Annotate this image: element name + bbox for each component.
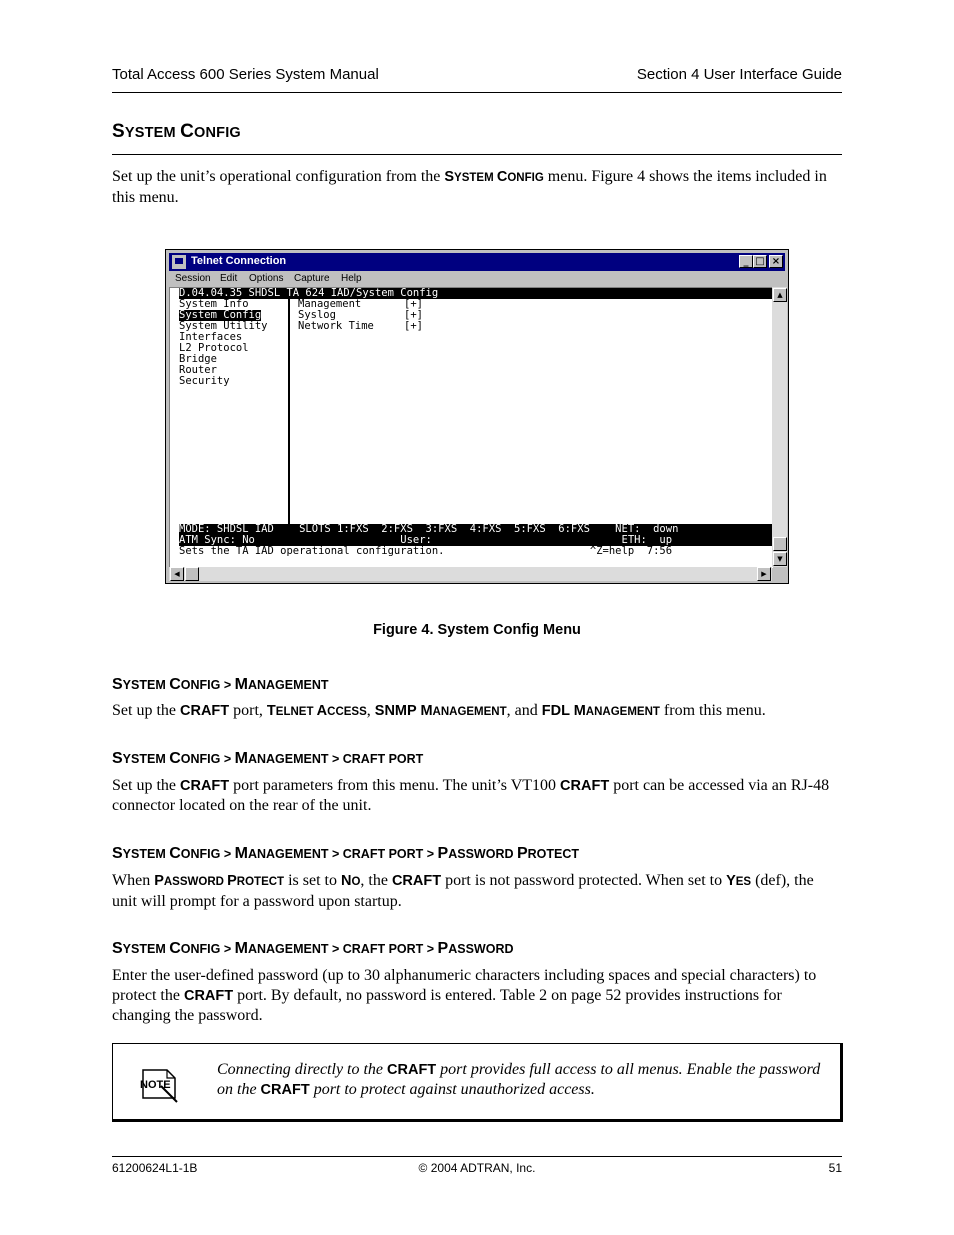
section-label: Section 4 User Interface Guide <box>636 66 842 83</box>
note-box <box>112 1043 843 1122</box>
submenu-management[interactable]: Management <box>298 298 362 310</box>
menu-item-l2-protocol[interactable]: L2 Protocol <box>179 342 249 354</box>
telnet-titlebar <box>169 253 785 271</box>
close-button[interactable]: × <box>769 255 783 268</box>
menu-item-router[interactable]: Router <box>179 364 217 376</box>
note-icon <box>137 1064 179 1104</box>
section-title: SYSTEM CONFIG <box>112 121 842 155</box>
terminal-screen[interactable] <box>169 287 773 568</box>
scroll-down-icon[interactable]: ▼ <box>773 552 787 566</box>
heading-craft-port: SYSTEM CONFIG > MANAGEMENT > CRAFT PORT <box>112 750 424 767</box>
document-number: 61200624L1-1B <box>112 1161 198 1175</box>
submenu-network-time[interactable]: Network Time <box>298 320 374 332</box>
heading-password-protect: SYSTEM CONFIG > MANAGEMENT > CRAFT PORT > PASSWORD PROTECT <box>112 845 580 862</box>
note-text: Connecting directly to the CRAFT port provides full access to all menus. Enable the password on the CRAFT port to protect against unauthorized access. <box>217 1061 821 1098</box>
status-line-sync: ATM Sync: No User: ETH: up <box>179 535 773 546</box>
telnet-menubar <box>169 271 785 287</box>
paragraph-password: Enter the user-defined password (up to 30 alphanumeric characters including spaces and special characters) to protect the CRAFT port. By default, no password is entered. Table 2 on page 52 provides instructions for changing the password. <box>112 967 817 1024</box>
status-line-mode: MODE: SHDSL IAD SLOTS 1:FXS 2:FXS 3:FXS 4:FXS 5:FXS 6:FXS NET: down <box>179 524 773 535</box>
menu-item-interfaces[interactable]: Interfaces <box>179 331 243 343</box>
intro-paragraph: Set up the unit’s operational configuration from the SYSTEM CONFIG menu. Figure 4 shows the items included in this menu. <box>112 168 827 206</box>
figure-caption: Figure 4. System Config Menu <box>373 622 581 638</box>
menu-session[interactable]: Session <box>175 273 211 284</box>
telnet-app-icon <box>172 255 186 269</box>
paragraph-management: Set up the CRAFT port, TELNET ACCESS, SNMP MANAGEMENT, and FDL MANAGEMENT from this menu. <box>112 702 766 719</box>
paragraph-craft-port: Set up the CRAFT port parameters from this menu. The unit’s VT100 CRAFT port can be accessed via an RJ-48 connector located on the rear of the unit. <box>112 777 830 814</box>
vertical-scrollbar[interactable] <box>772 287 787 567</box>
status-line-help: Sets the TA IAD operational configuration. ^Z=help 7:56 <box>179 546 673 557</box>
terminal-divider <box>288 299 290 524</box>
menu-options[interactable]: Options <box>249 273 284 284</box>
page-number: 51 <box>828 1161 842 1175</box>
page-footer <box>112 1156 842 1177</box>
scroll-up-icon[interactable]: ▲ <box>773 288 787 302</box>
scroll-thumb[interactable] <box>773 537 787 551</box>
heading-management: SYSTEM CONFIG > MANAGEMENT <box>112 676 329 693</box>
paragraph-password-protect: When PASSWORD PROTECT is set to NO, the CRAFT port is not password protected. When set to YES (def), the unit will prompt for a password upon startup. <box>112 872 814 910</box>
submenu-syslog-value: [+] <box>404 309 423 321</box>
copyright: © 2004 ADTRAN, Inc. <box>418 1161 536 1175</box>
menu-capture[interactable]: Capture <box>294 273 330 284</box>
telnet-window-screenshot <box>165 249 789 584</box>
horizontal-scrollbar[interactable] <box>169 567 772 581</box>
menu-help[interactable]: Help <box>341 273 362 284</box>
svg-text:NOTE: NOTE <box>140 1079 171 1091</box>
menu-item-system-config[interactable]: System Config <box>179 309 262 321</box>
minimize-button[interactable]: _ <box>739 255 753 268</box>
menu-edit[interactable]: Edit <box>220 273 238 284</box>
telnet-title: Telnet Connection <box>191 255 287 267</box>
scroll-left-icon[interactable]: ◀ <box>170 567 184 581</box>
manual-title: Total Access 600 Series System Manual <box>112 66 379 83</box>
menu-item-security[interactable]: Security <box>179 375 230 387</box>
submenu-management-value: [+] <box>404 298 423 310</box>
h-scroll-thumb[interactable] <box>185 567 199 581</box>
submenu-network-time-value: [+] <box>404 320 423 332</box>
menu-item-system-utility[interactable]: System Utility <box>179 320 268 332</box>
heading-password: SYSTEM CONFIG > MANAGEMENT > CRAFT PORT > PASSWORD <box>112 940 514 957</box>
scroll-right-icon[interactable]: ▶ <box>757 567 771 581</box>
maximize-button[interactable]: □ <box>753 255 767 268</box>
terminal-path-line: D.04.04.35 SHDSL TA 624 IAD/System Config <box>179 288 773 299</box>
menu-item-system-info[interactable]: System Info <box>179 298 249 310</box>
submenu-syslog[interactable]: Syslog <box>298 309 336 321</box>
running-header <box>112 64 842 93</box>
menu-item-bridge[interactable]: Bridge <box>179 353 217 365</box>
